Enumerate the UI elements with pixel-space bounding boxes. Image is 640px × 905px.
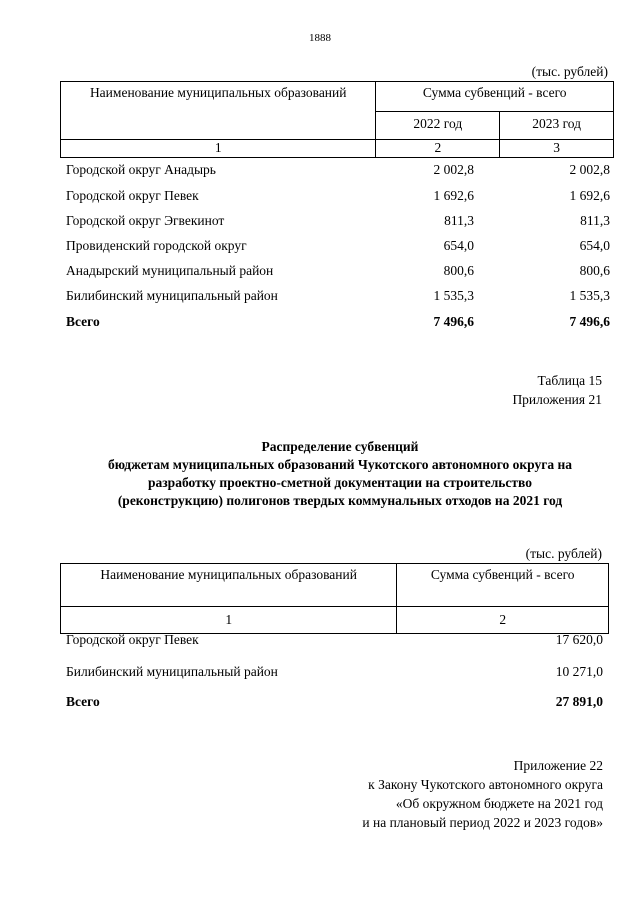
table2-body — [66, 631, 603, 721]
table1-header-year-2022: 2022 год — [376, 112, 500, 140]
row-name: Билибинский муниципальный район — [66, 664, 278, 679]
appendix22-line: Приложение 22 — [513, 758, 603, 773]
row-name: Провиденский городской округ — [66, 238, 247, 253]
row-name: Городской округ Певек — [66, 632, 199, 647]
row-name: Анадырский муниципальный район — [66, 263, 274, 278]
table1-header-year-2023: 2023 год — [500, 112, 614, 140]
row-name: Городской округ Эгвекинот — [66, 213, 225, 228]
row-value-2022: 811,3 — [444, 213, 474, 228]
table-row — [66, 237, 610, 255]
appendix22-line: «Об окружном бюджете на 2021 год — [395, 796, 603, 811]
table-total-row — [66, 693, 603, 711]
table1-header-sum: Сумма субвенций - всего — [376, 82, 614, 112]
table-row — [66, 187, 610, 205]
table-label: Таблица 15 — [537, 373, 602, 388]
row-value-2022: 654,0 — [443, 238, 474, 253]
row-value-2022: 1 692,6 — [433, 188, 474, 203]
page-number: 1888 — [309, 32, 331, 44]
row-value-2022: 2 002,8 — [433, 162, 474, 177]
total-label: Всего — [66, 694, 100, 709]
row-value-2023: 800,6 — [579, 263, 610, 278]
table1-body — [66, 161, 610, 341]
title-line: Распределение субвенций — [261, 439, 419, 454]
row-name: Городской округ Певек — [66, 188, 199, 203]
table2-header-name: Наименование муниципальных образований — [61, 564, 397, 607]
title-line: разработку проектно-сметной документации на строительство — [148, 475, 532, 490]
section-title — [20, 438, 640, 510]
table2-col-num-1: 1 — [61, 607, 397, 634]
table2-header — [60, 563, 609, 634]
table1-col-num-1: 1 — [61, 140, 376, 158]
table-row — [66, 161, 610, 179]
table2-header-sum: Сумма субвенций - всего — [397, 564, 609, 607]
row-value-2023: 654,0 — [579, 238, 610, 253]
row-value-2023: 1 692,6 — [569, 188, 610, 203]
table-row — [66, 663, 603, 681]
title-line: бюджетам муниципальных образований Чукотского автономного округа на — [107, 457, 573, 472]
row-value-2022: 1 535,3 — [433, 288, 474, 303]
table2-units: (тыс. рублей) — [525, 546, 602, 561]
table-row — [66, 262, 610, 280]
row-value-2023: 1 535,3 — [569, 288, 610, 303]
table1-header — [60, 81, 614, 158]
row-name: Билибинский муниципальный район — [66, 288, 278, 303]
row-value-2022: 800,6 — [443, 263, 474, 278]
total-value-2023: 7 496,6 — [569, 314, 610, 329]
row-value: 17 620,0 — [555, 632, 603, 647]
table1-col-num-3: 3 — [500, 140, 614, 158]
appendix-label: Приложения 21 — [512, 392, 602, 407]
total-value-2022: 7 496,6 — [433, 314, 474, 329]
total-label: Всего — [66, 314, 100, 329]
table-row — [66, 212, 610, 230]
table-row — [66, 631, 603, 649]
table1-col-num-2: 2 — [376, 140, 500, 158]
row-name: Городской округ Анадырь — [66, 162, 216, 177]
table-row — [66, 287, 610, 305]
row-value-2023: 811,3 — [580, 213, 610, 228]
row-value: 10 271,0 — [555, 664, 603, 679]
table1-units: (тыс. рублей) — [531, 64, 608, 79]
title-line: (реконструкцию) полигонов твердых коммунальных отходов на 2021 год — [117, 493, 563, 508]
table1-header-name: Наименование муниципальных образований — [61, 82, 376, 140]
row-value-2023: 2 002,8 — [569, 162, 610, 177]
appendix22-line: к Закону Чукотского автономного округа — [368, 777, 603, 792]
table2-col-num-2: 2 — [397, 607, 609, 634]
table-total-row — [66, 313, 610, 331]
appendix22-block — [362, 756, 603, 832]
total-value: 27 891,0 — [555, 694, 603, 709]
appendix22-line: и на плановый период 2022 и 2023 годов» — [362, 815, 603, 830]
